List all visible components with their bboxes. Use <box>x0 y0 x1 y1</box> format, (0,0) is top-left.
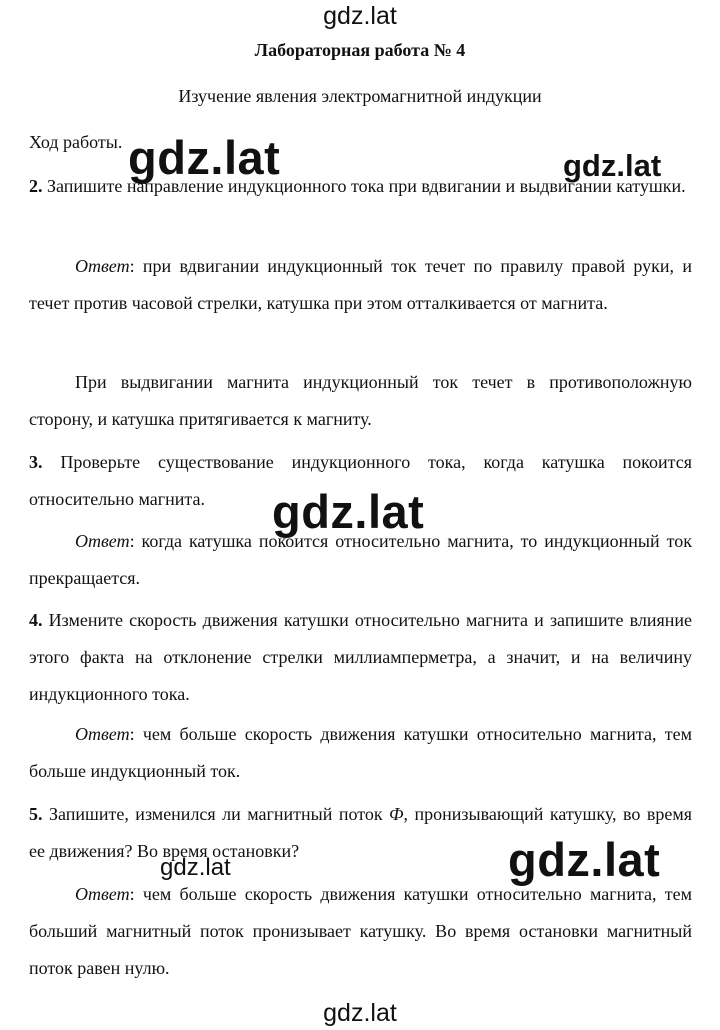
answer-4 <box>29 716 692 790</box>
watermark-top: gdz.lat <box>323 2 397 30</box>
question-number: 5. <box>29 804 43 824</box>
question-text-part2: , пронизывающий катушку, во время ее движения? Во время остановки? <box>29 804 692 861</box>
question-number: 4. <box>29 610 43 630</box>
question-text: Запишите направление индукционного тока при вдвигании и выдвигании катушки. <box>47 176 686 196</box>
answer-text: : чем больше скорость движения катушки относительно магнита, тем больше индукционный ток. <box>29 724 692 781</box>
watermark-left-large: gdz.lat <box>128 131 281 184</box>
progress-label: Ход работы. <box>29 132 123 152</box>
question-text: Проверьте существование индукционного тока, когда катушка покоится относительно магнита. <box>29 452 693 509</box>
question-text-part1: Запишите, изменился ли магнитный поток <box>48 804 390 824</box>
answer-label: Ответ <box>75 256 130 276</box>
watermark-center-large: gdz.lat <box>272 485 425 538</box>
question-4 <box>29 602 692 713</box>
answer-text: : при вдвигании индукционный ток течет по правилу правой руки, и течет против часовой стрелки, катушка при этом отталкивается от магнита. <box>29 256 692 313</box>
answer-text: : чем больше скорость движения катушки относительно магнита, тем больший магнитный поток пронизывает катушку. Во время остановки магнитный поток равен нулю. <box>29 884 692 978</box>
question-text: Измените скорость движения катушки относительно магнита и запишите влияние этого факта на отклонение стрелки миллиамперметра, а значит, и на величину индукционного тока. <box>29 610 692 704</box>
watermark-small-lower: gdz.lat <box>160 854 231 881</box>
watermark-bottom: gdz.lat <box>323 999 397 1027</box>
flux-symbol: Ф <box>389 804 404 824</box>
answer-2 <box>29 248 692 322</box>
answer-label: Ответ <box>75 884 130 904</box>
answer-label: Ответ <box>75 724 130 744</box>
answer-2-continuation: При выдвигании магнита индукционный ток течет в противоположную сторону, и катушка притягивается к магниту. <box>29 372 692 429</box>
answer-5 <box>29 876 692 987</box>
question-number: 3. <box>29 452 43 472</box>
answer-text: : когда катушка покоится относительно магнита, то индукционный ток прекращается. <box>29 531 692 588</box>
answer-label: Ответ <box>75 531 130 551</box>
page-title: Лабораторная работа № 4 <box>254 40 466 60</box>
page-subtitle: Изучение явления электромагнитной индукции <box>178 86 542 106</box>
watermark-right-large-lower: gdz.lat <box>508 833 661 886</box>
watermark-right-medium: gdz.lat <box>563 148 662 183</box>
question-number: 2. <box>29 176 43 196</box>
